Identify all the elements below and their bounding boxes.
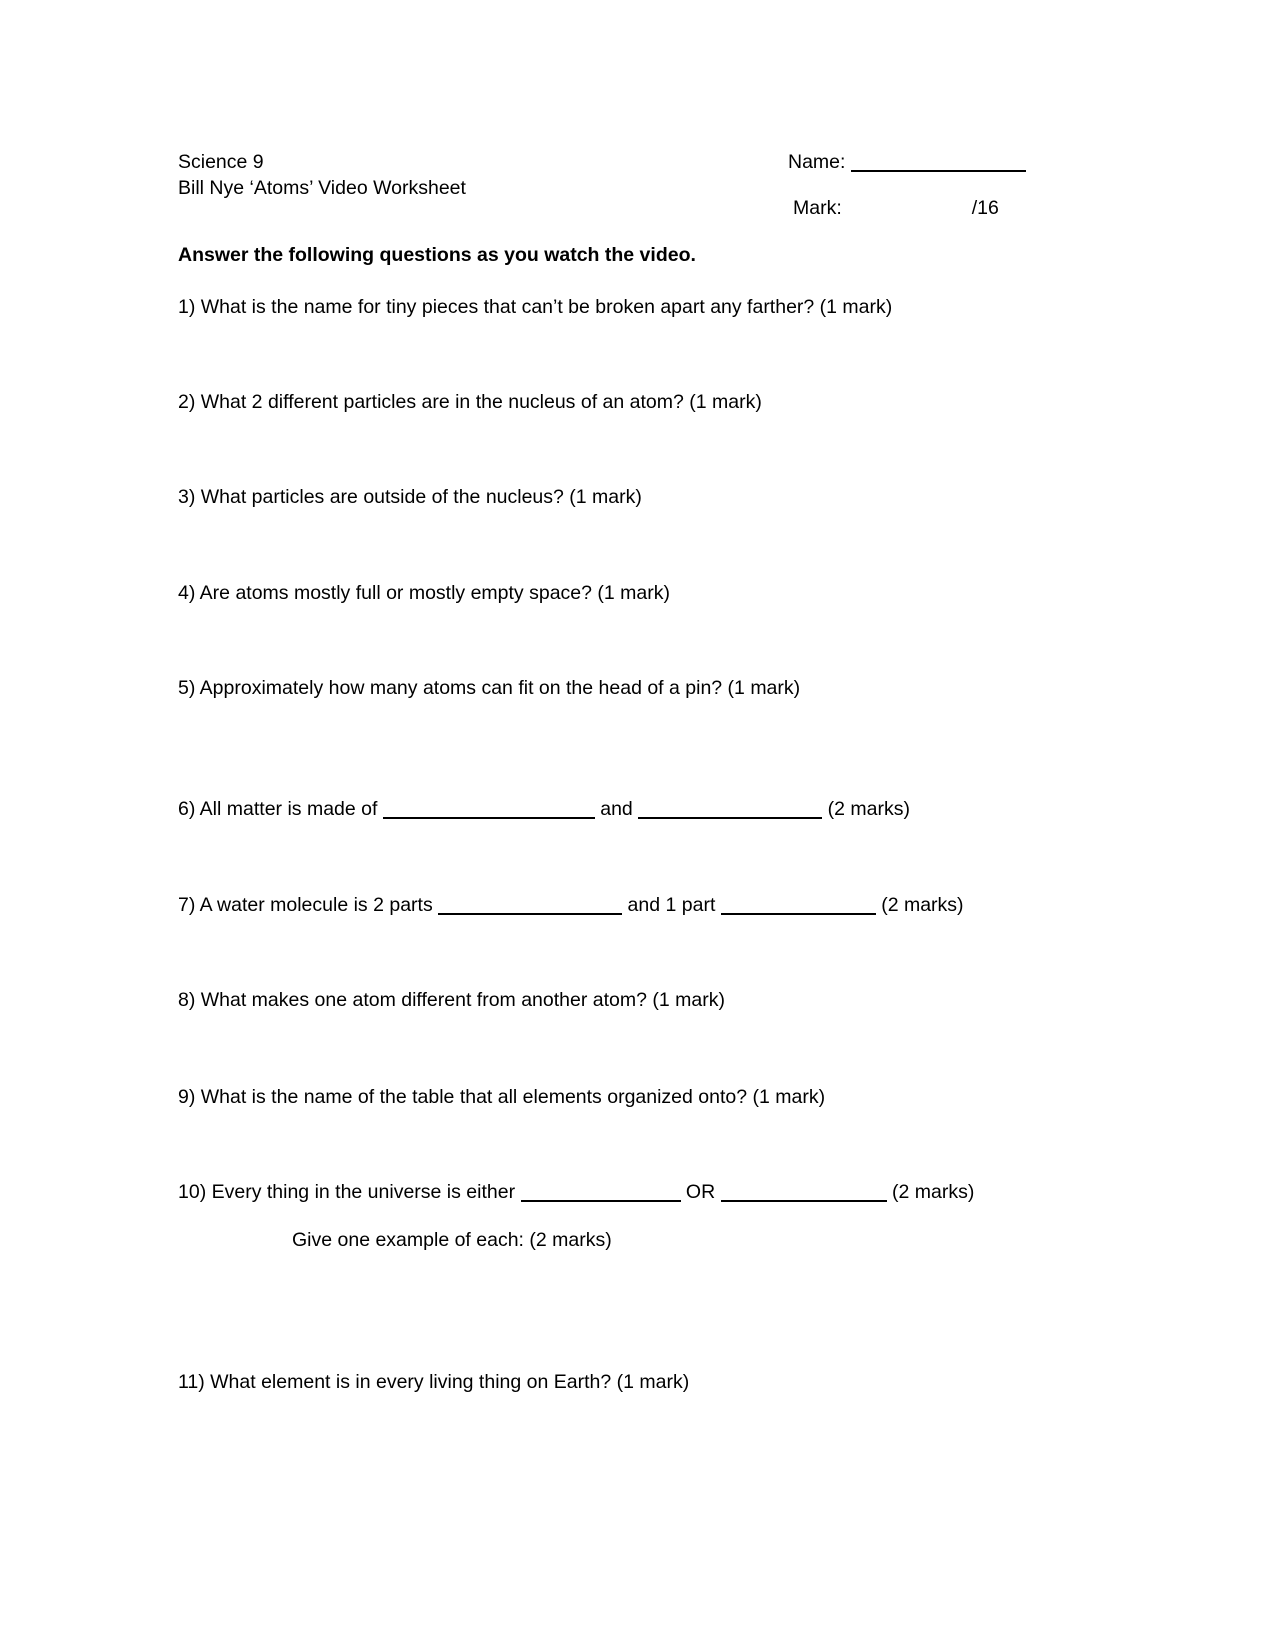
mark-label: Mark:	[793, 197, 842, 219]
name-line	[788, 149, 1026, 175]
name-label: Name:	[788, 151, 851, 173]
question-10	[178, 1179, 974, 1205]
worksheet-title: Bill Nye ‘Atoms’ Video Worksheet	[178, 177, 466, 199]
question-6	[178, 796, 910, 822]
question-7	[178, 892, 964, 918]
question-2: 2) What 2 different particles are in the nucleus of an atom? (1 mark)	[178, 391, 762, 413]
instructions-heading: Answer the following questions as you watch the video.	[178, 244, 696, 266]
question-9: 9) What is the name of the table that all elements organized onto? (1 mark)	[178, 1086, 826, 1108]
mark-line	[793, 195, 999, 221]
question-10-text-2: OR	[680, 1181, 721, 1203]
question-10-blank-1	[521, 1180, 681, 1202]
question-10-text-3: (2 marks)	[886, 1181, 975, 1203]
question-1: 1) What is the name for tiny pieces that can’t be broken apart any farther? (1 mark)	[178, 296, 893, 318]
question-10-text-1: 10) Every thing in the universe is either	[178, 1181, 521, 1203]
course-label: Science 9	[178, 151, 264, 173]
question-8: 8) What makes one atom different from another atom? (1 mark)	[178, 989, 725, 1011]
question-7-text-2: and 1 part	[622, 894, 721, 916]
question-4: 4) Are atoms mostly full or mostly empty space? (1 mark)	[178, 582, 670, 604]
question-7-text-3: (2 marks)	[875, 894, 964, 916]
question-3: 3) What particles are outside of the nucleus? (1 mark)	[178, 486, 642, 508]
question-6-text-1: 6) All matter is made of	[178, 798, 383, 820]
question-7-text-1: 7) A water molecule is 2 parts	[178, 894, 439, 916]
question-11: 11) What element is in every living thing on Earth? (1 mark)	[178, 1371, 690, 1393]
question-6-text-3: (2 marks)	[822, 798, 910, 820]
question-7-blank-1	[438, 893, 622, 915]
question-10-sub-prompt: Give one example of each: (2 marks)	[292, 1229, 612, 1251]
question-6-blank-2	[638, 797, 822, 819]
question-10-blank-2	[721, 1180, 887, 1202]
question-6-blank-1	[383, 797, 595, 819]
question-6-text-2: and	[594, 798, 639, 820]
name-blank	[851, 150, 1026, 172]
question-7-blank-2	[721, 893, 876, 915]
mark-total: /16	[971, 197, 999, 219]
question-5: 5) Approximately how many atoms can fit on the head of a pin? (1 mark)	[178, 677, 801, 699]
